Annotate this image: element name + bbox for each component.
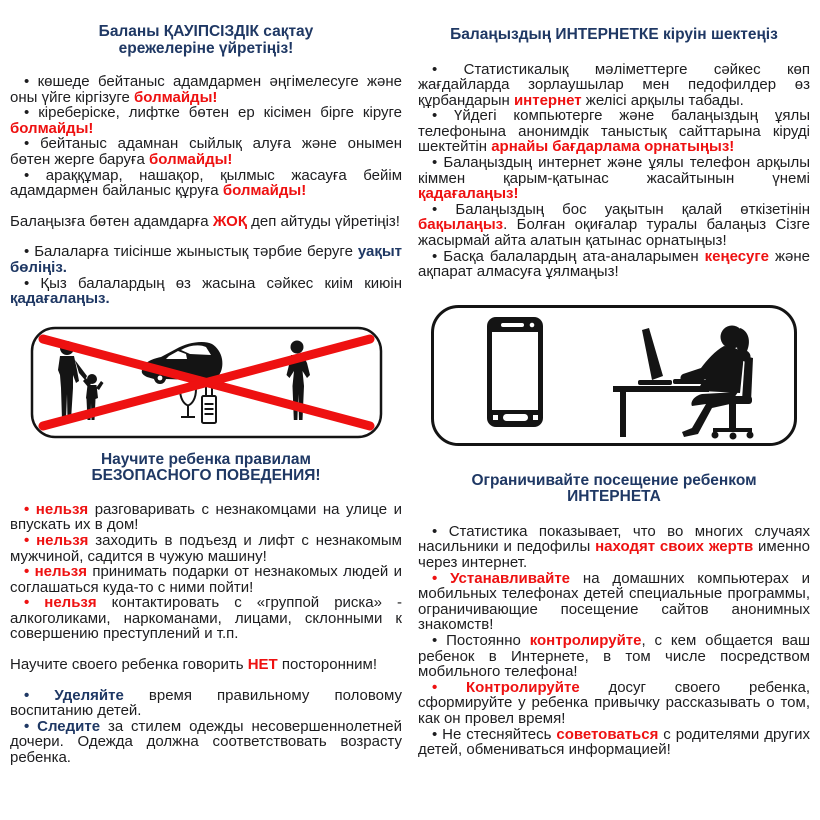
bullet-marker: • <box>24 594 45 612</box>
text-run: разговаривать с незнакомцами на улице и впускать их в дом! <box>10 500 402 534</box>
text-run: Үйдегі компьютерге және балаңыздың ұялы телефонына анонимдік таныстық сайттарына кіруді шектейтін <box>418 107 810 156</box>
text-run: кіреберіске, лифтке бөтен ер кісімен бірге кіруге <box>38 104 402 122</box>
text-run: қадағалаңыз! <box>418 185 519 203</box>
text-run: нельзя <box>34 563 87 581</box>
text-run: принимать подарки от незнакомых людей и соглашаться куда-то с ними пойти! <box>10 563 402 596</box>
say-no-paragraph-kk <box>10 214 402 230</box>
text-run: заходить в подъезд и лифт с незнакомым мужчиной, садится в чужую машину! <box>10 531 402 565</box>
text-run: Статистика показывает, что во многих случаях насильники и педофилы <box>418 522 810 556</box>
internet-rules-kk-list <box>418 62 810 280</box>
bullet-item <box>10 688 402 719</box>
right-bottom-heading: Ограничивайте посещение ребенком ИНТЕРНЕТА <box>471 471 757 506</box>
text-run: посторонним! <box>277 656 378 674</box>
bullet-marker: • <box>432 154 444 172</box>
bullet-item <box>10 74 402 105</box>
text-run: Научите своего ребенка говорить <box>10 656 248 674</box>
text-run: за стилем одежды несовершеннолетней дочери. Одежда должна соответствовать возрасту ребенка. <box>10 717 403 767</box>
prohibited-contacts-figure <box>30 326 383 439</box>
right-column <box>418 0 810 758</box>
text-run: контактировать с «группой риска» - алкоголиками, наркоманами, лицами, склонными к совершению преступлений и т.п. <box>10 594 402 643</box>
text-run: с родителями других детей, обмениваться информацией! <box>418 725 810 759</box>
left-top-heading: Баланы ҚАУІПСІЗДІК сақтау ережелеріне үйретіңіз! <box>98 23 314 57</box>
text-run: деп айтуды үйретіңіз! <box>247 212 400 230</box>
text-run: советоваться <box>556 725 659 743</box>
internet-devices-figure <box>430 304 798 447</box>
bullet-item <box>10 244 402 275</box>
safety-rules-kk-list <box>10 74 402 199</box>
text-run: , с кем общается ваш ребенок в Интернете, в том числе посредством мобильного телефона! <box>418 631 810 681</box>
text-run: Балаңызға бөтен адамдарға <box>10 212 213 230</box>
say-no-paragraph-ru <box>10 657 402 673</box>
text-run: Балаңыздың интернет және ұялы телефон арқылы кіммен қарым-қатынас жасайтынын үнемі <box>418 154 810 187</box>
bullet-item <box>418 202 810 249</box>
bullet-item <box>418 155 810 202</box>
bullet-item <box>418 524 810 571</box>
text-run: Устанавливайте <box>450 569 571 587</box>
text-run: және ақпарат алмасуға ұялмаңыз! <box>418 247 811 281</box>
bullet-marker: • <box>24 135 41 153</box>
bullet-item <box>10 168 402 199</box>
text-run: Қыз балалардың өз жасына сәйкес киім киюін <box>40 274 402 292</box>
text-run: досуг своего ребенка, сформируйте у ребенка привычку рассказывать о том, как он провел время! <box>418 678 810 727</box>
left-column <box>10 0 402 766</box>
upbringing-rules-kk-list <box>10 244 402 306</box>
text-run: НЕТ <box>247 656 278 674</box>
bullet-marker: • <box>432 522 449 540</box>
smartphone-icon <box>487 317 543 427</box>
bullet-item <box>10 502 402 533</box>
bullet-marker: • <box>432 678 467 696</box>
bullet-marker: • <box>432 569 451 587</box>
text-run: Следите <box>37 717 101 735</box>
text-run: болмайды! <box>10 119 94 137</box>
bullet-marker: • <box>432 725 443 743</box>
bullet-marker: • <box>24 717 38 735</box>
bullet-marker: • <box>24 166 46 184</box>
text-run: время правильному половому воспитанию детей. <box>10 686 402 720</box>
text-run: болмайды! <box>222 182 307 200</box>
bullet-item <box>10 533 402 564</box>
text-run: на домашних компьютерах и мобильных телефонах детей специальные программы, ограничивающие посещение сайтов анонимных знакомств! <box>418 569 811 634</box>
parent-rules-ru-list <box>10 688 402 766</box>
text-run: контролируйте <box>529 631 642 649</box>
bullet-marker: • <box>24 243 35 261</box>
bullet-marker: • <box>24 104 39 122</box>
text-run: нельзя <box>36 531 89 549</box>
bullet-item <box>10 595 402 642</box>
bullet-marker: • <box>432 631 447 649</box>
bullet-marker: • <box>432 247 444 265</box>
text-run: Басқа балалардың ата-аналарымен <box>443 247 705 265</box>
text-run: бейтаныс адамнан сыйлық алуға және онымен бөтен жерге баруға <box>10 135 403 168</box>
bullet-marker: • <box>24 563 35 581</box>
text-run: болмайды! <box>149 150 233 168</box>
bullet-item <box>418 571 810 633</box>
bullet-marker: • <box>24 274 41 292</box>
bullet-item <box>10 136 402 167</box>
bullet-marker: • <box>24 73 38 90</box>
text-run: Уделяйте <box>54 686 124 704</box>
bullet-item <box>418 108 810 155</box>
text-run: Балаңыздың бос уақытын қалай өткізетінін <box>455 200 810 218</box>
bullet-item <box>418 249 810 280</box>
text-run: ЖОҚ <box>212 212 247 230</box>
text-run: Статистикалық мәліметтерге сәйкес көп жағдайларда зорлаушылар мен педофилдер өз құрбандарын <box>418 60 810 109</box>
text-run: уақыт бөліңіз. <box>10 243 402 276</box>
text-run: находят своих жертв <box>595 538 754 556</box>
text-run: қадағалаңыз. <box>10 290 110 308</box>
bullet-marker: • <box>24 686 55 704</box>
bullet-item <box>418 633 810 680</box>
bullet-marker: • <box>432 107 454 125</box>
text-run: Контролируйте <box>466 678 580 696</box>
text-run: нельзя <box>44 594 97 612</box>
bullet-marker: • <box>24 531 37 549</box>
text-run: Балаларға тиісінше жыныстық тәрбие беруге <box>34 243 358 261</box>
left-bottom-heading: Научите ребенка правилам БЕЗОПАСНОГО ПОВЕДЕНИЯ! <box>91 450 321 485</box>
safety-rules-ru-list <box>10 502 402 642</box>
text-run: интернет <box>513 91 582 109</box>
bullet-marker: • <box>24 500 36 518</box>
text-run: . Болған оқиғалар туралы балаңыз Сізге жасырмай айта алатын қатынас орнатыңыз! <box>418 216 810 250</box>
bullet-item <box>10 276 402 307</box>
text-run: болмайды! <box>134 88 218 106</box>
bullet-item <box>418 62 810 109</box>
bullet-item <box>10 564 402 595</box>
text-run: Не стесняйтесь <box>442 725 557 743</box>
text-run: арнайы бағдарлама орнатыңыз! <box>491 138 735 156</box>
bullet-marker: • <box>432 200 456 218</box>
text-run: бақылаңыз <box>418 216 504 234</box>
right-top-heading: Балаңыздың ИНТЕРНЕТКЕ кіруін шектеңіз <box>450 26 778 43</box>
bullet-item <box>418 680 810 727</box>
text-run: желісі арқылы табады. <box>581 91 744 109</box>
text-run: нельзя <box>35 500 89 518</box>
text-run: араққұмар, нашақор, қылмыс жасауға бейім адамдармен байланыс құруға <box>10 166 403 200</box>
bullet-marker: • <box>432 60 464 78</box>
bullet-item <box>10 105 402 136</box>
internet-rules-ru-list <box>418 524 810 758</box>
text-run: көшеде бейтаныс адамдармен әңгімелесуге және оны үйге кіргізуге <box>10 73 403 106</box>
text-run: Постоянно <box>446 631 530 649</box>
text-run: именно через интернет. <box>418 538 810 571</box>
bullet-item <box>418 727 810 758</box>
text-run: кеңесуге <box>704 247 769 265</box>
bullet-item <box>10 719 402 766</box>
